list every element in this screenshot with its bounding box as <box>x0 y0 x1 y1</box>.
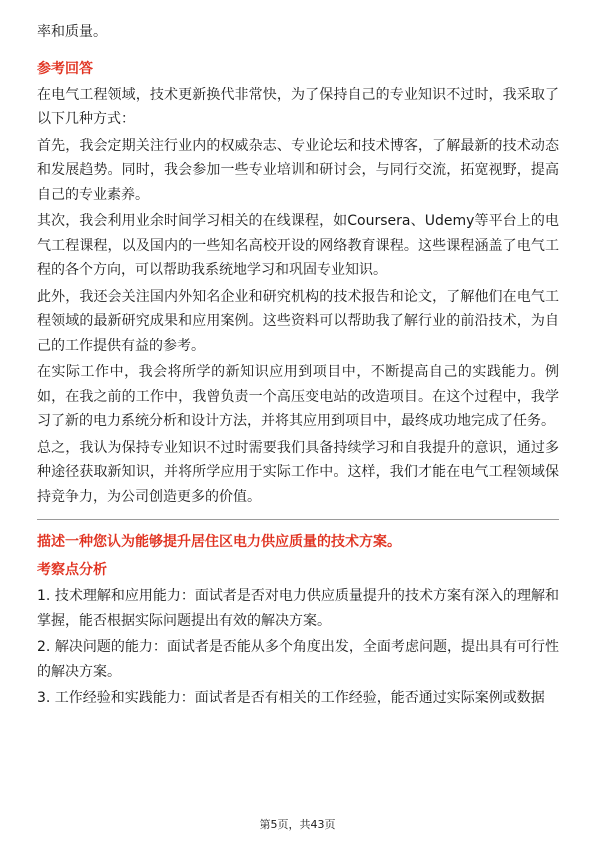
answer-paragraph: 在实际工作中，我会将所学的新知识应用到项目中，不断提高自己的实践能力。例如，在我之前的工作中，我曾负责一个高压变电站的改造项目。在这个过程中，我学习了新的电力系统分析和设计方法，并将其应用到项目中，最终成功地完成了任务。 <box>37 364 559 429</box>
analysis-point: 3. 工作经验和实践能力：面试者是否有相关的工作经验，能否通过实际案例或数据 <box>37 690 545 706</box>
answer-paragraph: 此外，我还会关注国内外知名企业和研究机构的技术报告和论文，了解他们在电气工程领域的最新研究成果和应用案例。这些资料可以帮助我了解行业的前沿技术，为自己的工作提供有益的参考。 <box>37 288 559 354</box>
continued-text: 率和质量。 <box>37 24 107 40</box>
analysis-heading: 考察点分析 <box>37 562 107 578</box>
reference-answer-heading: 参考回答 <box>37 60 93 77</box>
analysis-point: 2. 解决问题的能力：面试者是否能从多个角度出发，全面考虑问题，提出具有可行性的解决方案。 <box>37 639 559 680</box>
question-title: 描述一种您认为能够提升居住区电力供应质量的技术方案。 <box>37 534 401 550</box>
reference-answer-section <box>37 57 559 510</box>
section-divider <box>37 519 559 520</box>
answer-paragraph: 总之，我认为保持专业知识不过时需要我们具备持续学习和自我提升的意识，通过多种途径获取新知识，并将所学应用于实际工作中。这样，我们才能在电气工程领域保持竞争力，为公司创造更多的价值。 <box>37 439 559 505</box>
document-page <box>37 20 559 713</box>
page-number: 第5页，共43页 <box>259 818 336 831</box>
answer-paragraph: 其次，我会利用业余时间学习相关的在线课程，如Coursera、Udemy等平台上的电气工程课程，以及国内的一些知名高校开设的网络教育课程。这些课程涵盖了电气工程的各个方向，可以帮助我系统地学习和巩固专业知识。 <box>37 213 559 278</box>
answer-paragraph: 首先，我会定期关注行业内的权威杂志、专业论坛和技术博客，了解最新的技术动态和发展趋势。同时，我会参加一些专业培训和研讨会，与同行交流，拓宽视野，提高自己的专业素养。 <box>37 137 559 203</box>
answer-paragraph: 在电气工程领域，技术更新换代非常快，为了保持自己的专业知识不过时，我采取了以下几种方式： <box>37 86 559 127</box>
question-section <box>37 530 559 711</box>
analysis-point: 1. 技术理解和应用能力：面试者是否对电力供应质量提升的技术方案有深入的理解和掌握，能否根据实际问题提出有效的解决方案。 <box>37 588 559 629</box>
